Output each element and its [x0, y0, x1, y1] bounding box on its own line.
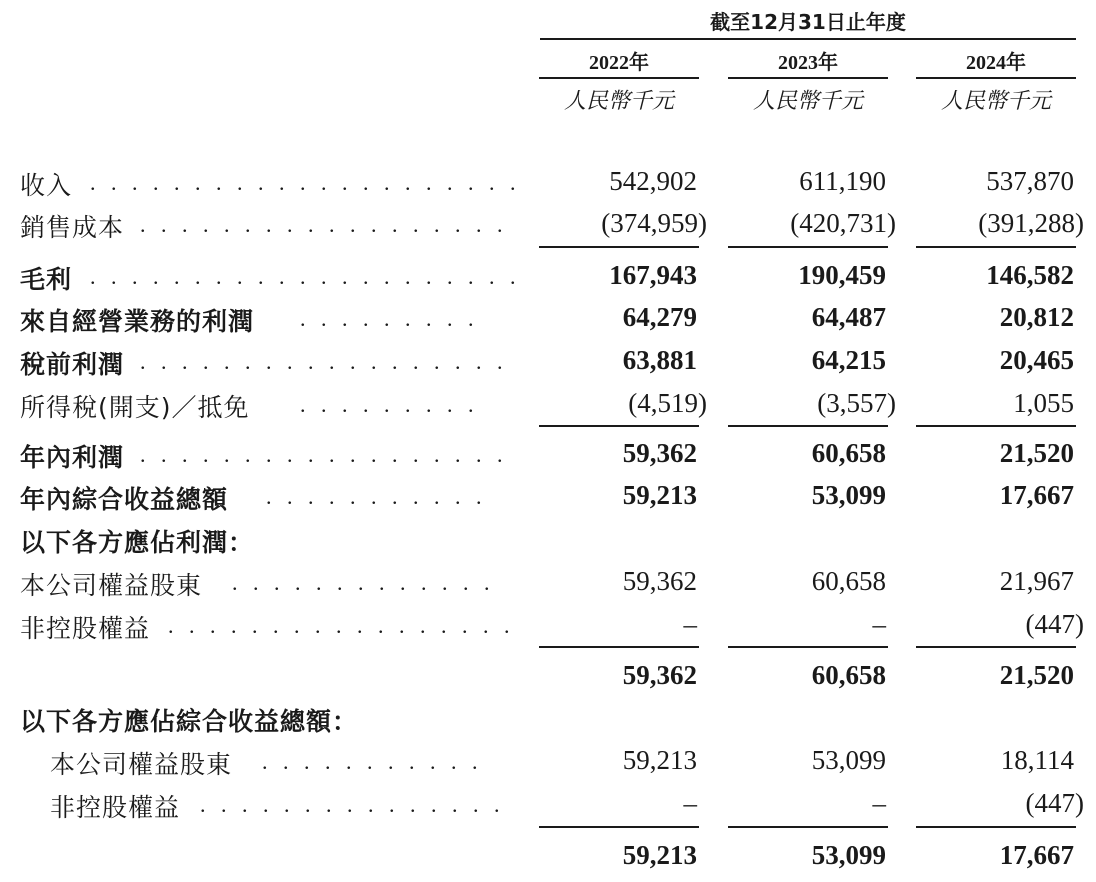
row-label: 毛利	[20, 265, 73, 294]
total-2023: 60,658	[811, 660, 886, 690]
row-label: 銷售成本	[20, 213, 125, 242]
cell-2023: 190,459	[798, 260, 886, 290]
year-underline	[916, 77, 1076, 79]
cell-2023: 60,658	[811, 566, 886, 596]
subtotal-rule	[728, 425, 888, 427]
cell-2024: 20,465	[999, 345, 1074, 375]
row-label: 非控股權益	[50, 793, 181, 822]
cell-2024: (447)	[1025, 609, 1084, 639]
cell-2022: 63,881	[622, 345, 697, 375]
row-label: 本公司權益股東	[20, 571, 203, 600]
dot-leader: . . . . . . . . . . . . . . . . . .	[140, 212, 508, 237]
cell-2022: 59,362	[622, 566, 697, 596]
year-2024-header: 2024年	[966, 52, 1026, 74]
subtotal-rule	[916, 246, 1076, 248]
cell-2024: 21,967	[999, 566, 1074, 596]
cell-2023: 64,487	[811, 302, 886, 332]
cell-2023: –	[872, 788, 886, 818]
subtotal-rule	[916, 425, 1076, 427]
unit-label: 人民幣千元	[940, 89, 1051, 114]
subtotal-rule	[539, 425, 699, 427]
total-2022: 59,362	[622, 660, 697, 690]
cell-2022: –	[683, 609, 697, 639]
dot-leader: . . . . . . . . . . .	[262, 749, 483, 774]
cell-2024: 17,667	[999, 480, 1074, 510]
cell-2024: 21,520	[999, 438, 1074, 468]
dot-leader: . . . . . . . . .	[300, 306, 479, 331]
cell-2023: 60,658	[811, 438, 886, 468]
dot-leader: . . . . . . . . . . . . . . . . .	[168, 613, 515, 638]
year-2023-header: 2023年	[778, 52, 838, 74]
cell-2024: 1,055	[1013, 388, 1074, 418]
cell-2022: 59,213	[622, 745, 697, 775]
period-header: 截至12月31日止年度	[710, 10, 906, 34]
dot-leader: . . . . . . . . .	[300, 392, 479, 417]
cell-2022: –	[683, 788, 697, 818]
cell-2023: 53,099	[811, 745, 886, 775]
cell-2022: (374,959)	[601, 208, 707, 238]
row-label: 本公司權益股東	[50, 750, 233, 779]
subtotal-rule	[728, 646, 888, 648]
cell-2024: 146,582	[986, 260, 1074, 290]
cell-2022: (4,519)	[628, 388, 707, 418]
subtotal-rule	[916, 826, 1076, 828]
cell-2024: 537,870	[986, 166, 1074, 196]
year-underline	[728, 77, 888, 79]
cell-2023: 64,215	[811, 345, 886, 375]
subtotal-rule	[916, 646, 1076, 648]
subtotal-rule	[728, 246, 888, 248]
row-label: 來自經營業務的利潤	[20, 307, 255, 336]
subtotal-rule	[539, 646, 699, 648]
cell-2023: (3,557)	[817, 388, 896, 418]
dot-leader: . . . . . . . . . . .	[266, 484, 487, 509]
cell-2024: 20,812	[999, 302, 1074, 332]
cell-2022: 64,279	[622, 302, 697, 332]
dot-leader: . . . . . . . . . . . . . . .	[200, 792, 505, 817]
cell-2024: (391,288)	[978, 208, 1084, 238]
total-2024: 21,520	[999, 660, 1074, 690]
total-2024: 17,667	[999, 840, 1074, 870]
section-heading: 以下各方應佔綜合收益總額：	[20, 707, 359, 736]
cell-2023: 611,190	[799, 166, 886, 196]
total-2023: 53,099	[811, 840, 886, 870]
dot-leader: . . . . . . . . . . . . . . . . . . . . .	[90, 170, 521, 195]
cell-2022: 167,943	[609, 260, 697, 290]
unit-label: 人民幣千元	[752, 89, 863, 114]
cell-2024: 18,114	[1000, 745, 1074, 775]
cell-2023: (420,731)	[790, 208, 896, 238]
row-label: 年內綜合收益總額	[20, 485, 229, 514]
row-label: 非控股權益	[20, 614, 151, 643]
dot-leader: . . . . . . . . . . . . . . . . . .	[140, 349, 508, 374]
row-label: 稅前利潤	[20, 350, 125, 379]
total-2022: 59,213	[622, 840, 697, 870]
header-divider	[540, 38, 1076, 40]
row-label: 收入	[20, 171, 73, 200]
row-label: 所得稅(開支)／抵免	[20, 393, 250, 422]
subtotal-rule	[539, 826, 699, 828]
unit-label: 人民幣千元	[563, 89, 674, 114]
cell-2023: –	[872, 609, 886, 639]
subtotal-rule	[539, 246, 699, 248]
cell-2022: 59,213	[622, 480, 697, 510]
cell-2024: (447)	[1025, 788, 1084, 818]
year-underline	[539, 77, 699, 79]
subtotal-rule	[728, 826, 888, 828]
cell-2023: 53,099	[811, 480, 886, 510]
section-heading: 以下各方應佔利潤：	[20, 528, 255, 557]
row-label: 年內利潤	[20, 443, 125, 472]
dot-leader: . . . . . . . . . . . . . . . . . .	[140, 442, 508, 467]
year-2022-header: 2022年	[589, 52, 649, 74]
dot-leader: . . . . . . . . . . . . .	[232, 570, 495, 595]
cell-2022: 542,902	[609, 166, 697, 196]
cell-2022: 59,362	[622, 438, 697, 468]
dot-leader: . . . . . . . . . . . . . . . . . . . . .	[90, 264, 521, 289]
